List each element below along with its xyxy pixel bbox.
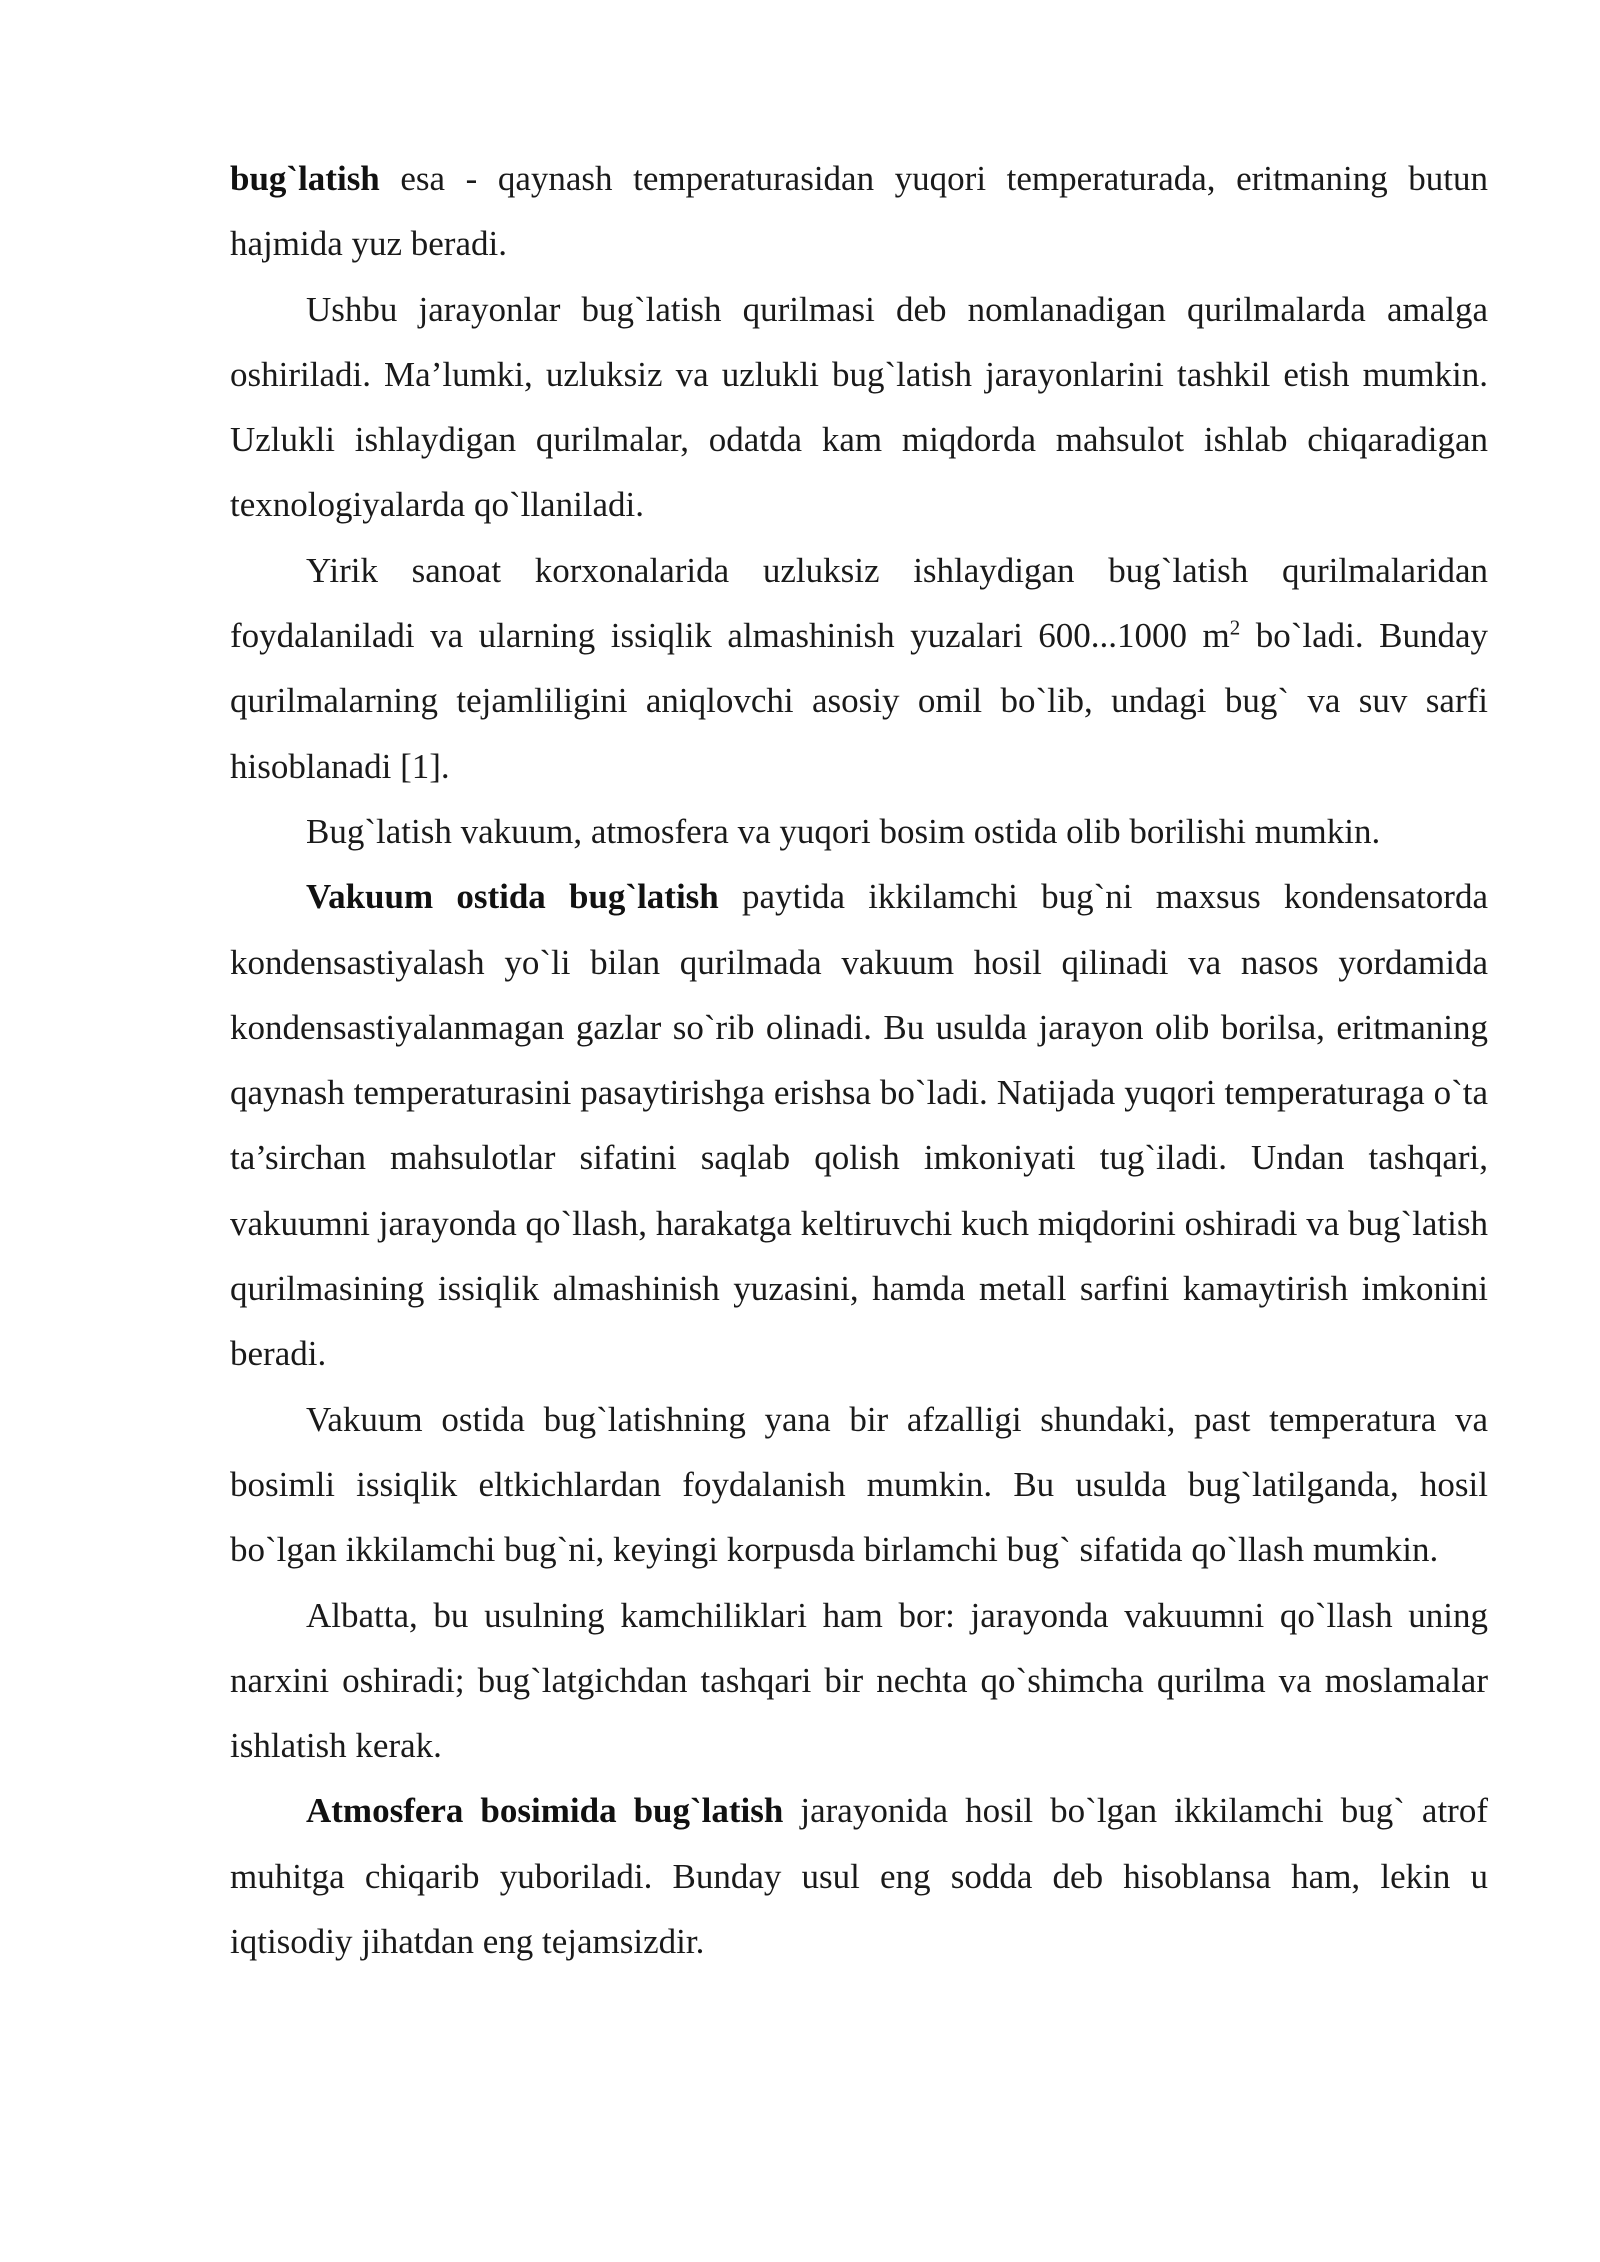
- paragraph-8: [230, 1778, 1488, 1974]
- paragraph-7: [230, 1583, 1488, 1779]
- paragraph-1: [230, 146, 1488, 277]
- bold-term: Vakuum ostida bug`latish: [306, 877, 719, 917]
- paragraph-text: Vakuum ostida bug`latishning yana bir afzalligi shundaki, past temperatura va bosimli issiqlik eltkichlardan foydalanish mumkin. Bu usulda bug`latilganda, hosil bo`lgan ikkilamchi bug`ni, keyingi korpusda birlamchi bug` sifatida qo`llash mumkin.: [230, 1399, 1488, 1570]
- paragraph-text: Albatta, bu usulning kamchiliklari ham bor: jarayonda vakuumni qo`llash uning narxini oshiradi; bug`latgichdan tashqari bir nechta qo`shimcha qurilma va moslamalar ishlatish kerak.: [230, 1595, 1488, 1766]
- document-page: [230, 146, 1488, 1974]
- paragraph-text: esa - qaynash temperaturasidan yuqori temperaturada, eritmaning butun hajmida yuz beradi.: [230, 159, 1488, 264]
- paragraph-6: [230, 1387, 1488, 1583]
- paragraph-text: Ushbu jarayonlar bug`latish qurilmasi deb nomlanadigan qurilmalarda amalga oshiriladi. Ma’lumki, uzluksiz va uzlukli bug`latish jarayonlarini tashkil etish mumkin. Uzlukli ishlaydigan qurilmalar, odatda kam miqdorda mahsulot ishlab chiqaradigan texnologiyalarda qo`llaniladi.: [230, 289, 1488, 525]
- bold-term: bug`latish: [230, 159, 380, 198]
- paragraph-3: [230, 538, 1488, 799]
- paragraph-2: [230, 277, 1488, 538]
- bold-term: Atmosfera bosimida bug`latish: [306, 1791, 784, 1831]
- paragraph-text: bo`ladi. Bunday qurilmalarning tejamliligini aniqlovchi asosiy omil bo`lib, undagi bug` va suv sarfi hisoblanadi [1].: [230, 616, 1488, 786]
- paragraph-text: jarayonida hosil bo`lgan ikkilamchi bug` atrof muhitga chiqarib yuboriladi. Bunday usul eng sodda deb hisoblansa ham, lekin u iqtisodiy jihatdan eng tejamsizdir.: [230, 1791, 1488, 1962]
- paragraph-5: [230, 864, 1488, 1386]
- superscript: 2: [1229, 615, 1241, 640]
- paragraph-text: Yirik sanoat korxonalarida uzluksiz ishlaydigan bug`latish qurilmalaridan foydalaniladi va ularning issiqlik almashinish yuzalari 600...1000 m: [230, 550, 1488, 656]
- paragraph-text: paytida ikkilamchi bug`ni maxsus kondensatorda kondensastiyalash yo`li bilan qurilmada vakuum hosil qilinadi va nasos yordamida kondensastiyalanmagan gazlar so`rib olinadi. Bu usulda jarayon olib borilsa, eritmaning qaynash temperaturasini pasaytirishga erishsa bo`ladi. Natijada yuqori temperaturaga o`ta ta’sirchan mahsulotlar sifatini saqlab qolish imkoniyati tug`iladi. Undan tashqari, vakuumni jarayonda qo`llash, harakatga keltiruvchi kuch miqdorini oshiradi va bug`latish qurilmasining issiqlik almashinish yuzasini, hamda metall sarfini kamaytirish imkonini beradi.: [230, 877, 1488, 1374]
- paragraph-text: Bug`latish vakuum, atmosfera va yuqori bosim ostida olib borilishi mumkin.: [306, 811, 1381, 851]
- paragraph-4: [230, 799, 1488, 864]
